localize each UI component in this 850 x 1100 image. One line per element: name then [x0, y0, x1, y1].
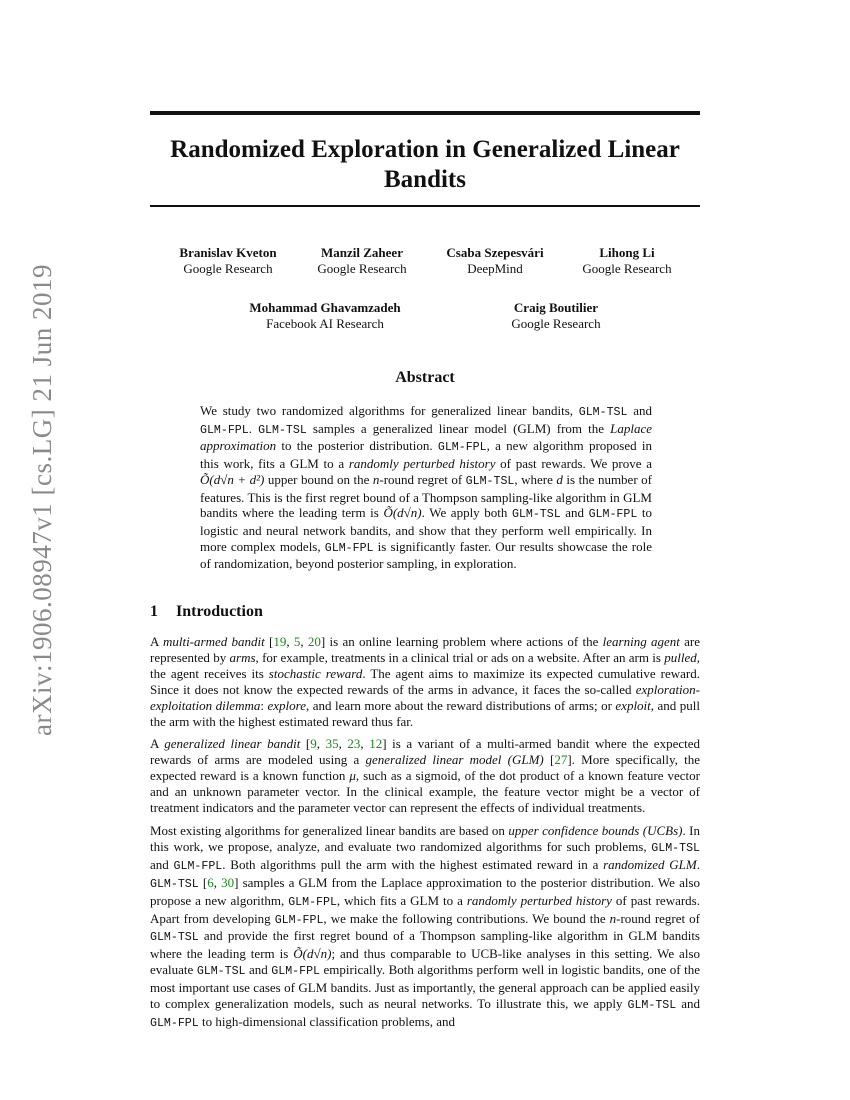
intro-paragraph-1: A multi-armed bandit [19, 5, 20] is an online learning problem where actions of the learning agent are represented by arms, for example, treatments in a clinical trial or ads on a website. After an arm is pulled, the agent receives its stochastic reward. The agent aims to maximize its expected cumulative reward. Since it does not know the expected rewards of the arms in advance, it faces the so-called exploration-exploitation dilemma: explore, and learn more about the reward distributions of arms; or exploit, and pull the arm with the highest estimated reward thus far.	[150, 634, 701, 729]
title-bottom-rule	[150, 205, 700, 207]
algo-name: GLM-TSL	[258, 423, 307, 437]
section-title: Introduction	[176, 603, 263, 620]
algo-name: GLM-FPL	[588, 508, 638, 522]
algo-name: GLM-FPL	[437, 441, 487, 455]
author-affiliation: DeepMind	[467, 261, 523, 276]
author-name: Mohammad Ghavamzadeh	[249, 300, 401, 315]
citation-link[interactable]: 19	[273, 634, 287, 649]
author-name: Branislav Kveton	[179, 245, 277, 260]
intro-paragraph-3: Most existing algorithms for generalized linear bandits are based on upper confidence bounds (UCBs). In this work, we propose, analyze, and evaluate two randomized algorithms for such problems, GLM-TSL and GLM-FPL. Both algorithms pull the arm with the highest estimated reward in a randomized GLM. GLM-TSL [6, 30] samples a GLM from the Laplace approximation to the posterior distribution. We also propose a new algorithm, GLM-FPL, which fits a GLM to a randomly perturbed history of past rewards. Apart from developing GLM-FPL, we make the following contributions. We bound the n-round regret of GLM-TSL and provide the first regret bound of a Thompson sampling-like algorithm in GLM bandits where the leading term is Õ(d√n); and thus comparable to UCB-like analyses in this setting. We also evaluate GLM-TSL and GLM-FPL empirically. Both algorithms perform well in logistic bandits, one of the most important use cases of GLM bandits. Just as importantly, the general approach can be applied easily to complex generalization models, such as neural networks. To illustrate this, we apply GLM-TSL and GLM-FPL to high-dimensional classification problems, and	[150, 822, 701, 1030]
author-name: Craig Boutilier	[513, 300, 599, 315]
title-line-2: Bandits	[384, 166, 466, 193]
algo-name: GLM-FPL	[274, 913, 324, 927]
citation-link[interactable]: 30	[221, 874, 235, 890]
intro-paragraph-2: A generalized linear bandit [9, 35, 23, 12] is a variant of a multi-armed bandit where the expected rewards of arms are modeled using a generalized linear model (GLM) [27]. More specifically, the expected reward is a known function μ, such as a sigmoid, of the dot product of a known feature vector and an unknown parameter vector. In the clinical example, the feature vector might be a vector of treatment indicators and the parameter vector can represent the effects of individual treatments.	[150, 736, 700, 816]
algo-name: GLM-FPL	[173, 859, 223, 873]
algo-name: GLM-FPL	[324, 541, 374, 555]
author-affiliation: Google Research	[582, 261, 672, 276]
abstract-paragraph: We study two randomized algorithms for generalized linear bandits, GLM-TSL and GLM-FPL. GLM-TSL samples a generalized linear model (GLM) from the Laplace approximation to the posterior distribution. GLM-FPL, a new algorithm proposed in this work, fits a GLM to a randomly perturbed history of past rewards. We prove a Õ(d√n + d²) upper bound on the n-round regret of GLM-TSL, where d is the number of features. This is the first regret bound of a Thompson sampling-like algorithm in GLM bandits where the leading term is Õ(d√n). We apply both GLM-TSL and GLM-FPL to logistic and neural network bandits, and show that they perform well empirically. In more complex models, GLM-FPL is significantly faster. Our results showcase the role of randomization, beyond posterior sampling, in exploration.	[200, 403, 653, 572]
algo-name: GLM-TSL	[578, 406, 628, 419]
algo-name: GLM-TSL	[465, 474, 515, 488]
paper-title	[150, 135, 700, 195]
author	[287, 245, 437, 277]
algo-name: GLM-FPL	[150, 1016, 199, 1030]
algo-name: GLM-TSL	[196, 965, 246, 979]
arxiv-stamp: arXiv:1906.08947v1 [cs.LG] 21 Jun 2019	[27, 264, 57, 736]
abstract-body	[200, 403, 652, 572]
author-affiliation: Google Research	[317, 261, 407, 276]
algo-name: GLM-FPL	[288, 895, 337, 909]
author-name: Csaba Szepesvári	[446, 245, 544, 260]
author-affiliation: Facebook AI Research	[266, 316, 384, 331]
citation-link[interactable]: 35	[325, 736, 339, 752]
section-heading	[150, 603, 263, 621]
citation-link[interactable]: 20	[307, 634, 321, 649]
section-number: 1	[150, 603, 158, 620]
math-expression: Õ(d√n)	[383, 505, 422, 521]
algo-name: GLM-TSL	[627, 999, 677, 1013]
author	[153, 245, 303, 277]
math-expression: Õ(d√n + d²)	[200, 471, 265, 487]
author	[552, 245, 702, 277]
math-expression: Õ(d√n)	[293, 946, 332, 962]
citation-link[interactable]: 9	[310, 736, 317, 752]
algo-name: GLM-TSL	[150, 931, 199, 945]
author	[420, 245, 570, 277]
citation-link[interactable]: 27	[554, 752, 568, 768]
algo-name: GLM-TSL	[651, 841, 700, 855]
algo-name: GLM-FPL	[271, 965, 320, 979]
algo-name: GLM-TSL	[511, 508, 561, 522]
author-affiliation: Google Research	[511, 316, 601, 331]
intro-body	[150, 634, 700, 1039]
abstract-heading: Abstract	[395, 369, 455, 386]
author	[240, 300, 410, 332]
citation-link[interactable]: 6	[207, 874, 214, 890]
citation-link[interactable]: 5	[293, 634, 301, 649]
algo-name: GLM-TSL	[150, 877, 199, 891]
title-top-rule	[150, 111, 700, 115]
author-name: Lihong Li	[599, 245, 655, 260]
author	[481, 300, 631, 332]
author-name: Manzil Zaheer	[321, 245, 403, 260]
citation-link[interactable]: 12	[369, 736, 383, 752]
algo-name: GLM-FPL	[200, 423, 249, 437]
author-affiliation: Google Research	[183, 261, 273, 276]
citation-link[interactable]: 23	[347, 736, 361, 752]
title-line-1: Randomized Exploration in Generalized Linear	[170, 136, 680, 163]
